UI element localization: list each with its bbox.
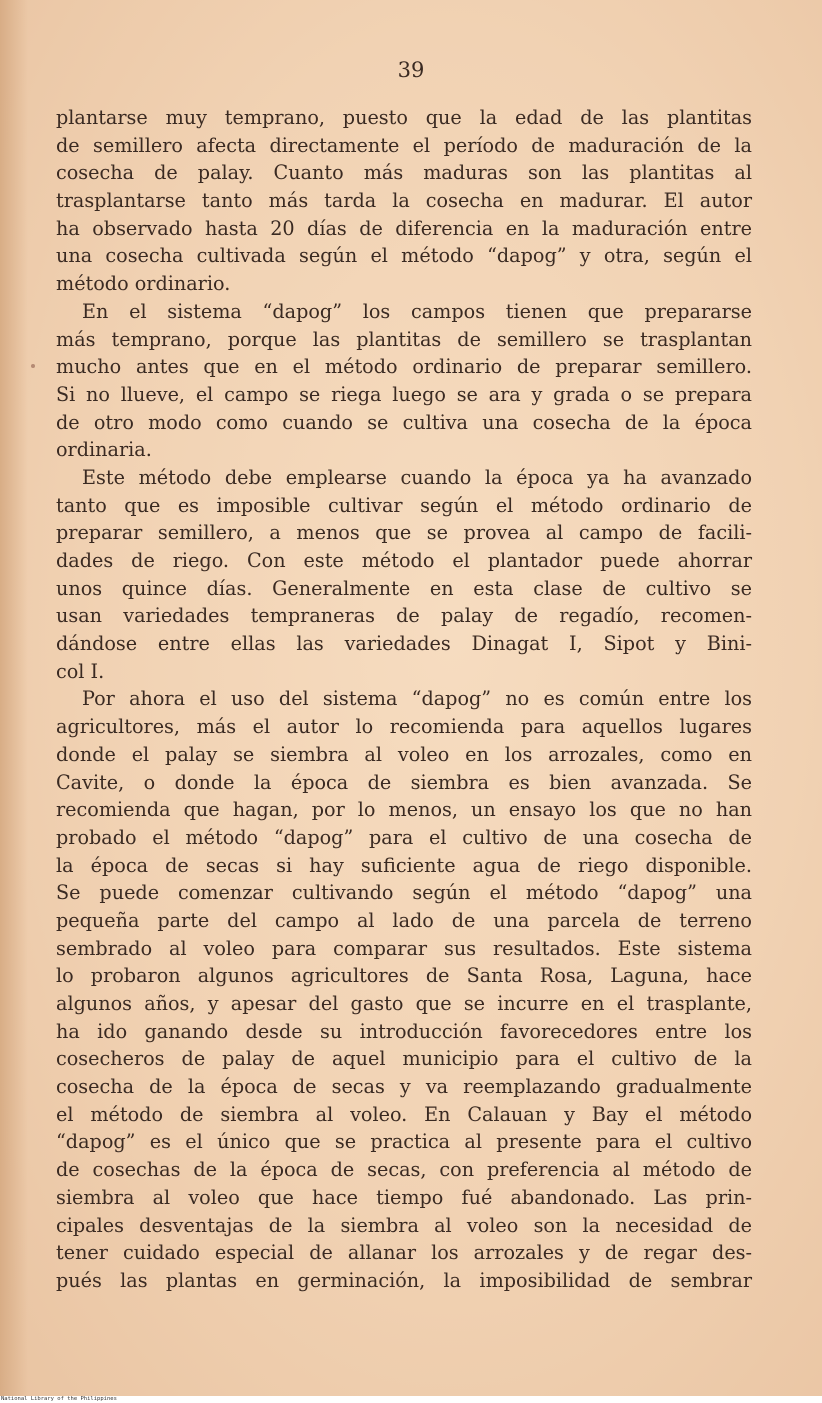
text-line: de cosechas de la época de secas, con preferencia al método de — [56, 1158, 752, 1182]
text-line: Se puede comenzar cultivando según el método “dapog” una — [56, 881, 752, 905]
text-line: unos quince días. Generalmente en esta clase de cultivo se — [56, 576, 752, 600]
text-line: Si no llueve, el campo se riega luego se ara y grada o se prepara — [56, 382, 752, 406]
text-line: tener cuidado especial de allanar los arrozales y de regar des- — [56, 1241, 752, 1265]
text-line: cipales desventajas de la siembra al voleo son la necesidad de — [56, 1213, 752, 1237]
text-line: ha ido ganando desde su introducción favorecedores entre los — [56, 1019, 752, 1043]
text-line: Por ahora el uso del sistema “dapog” no es común entre los — [82, 687, 752, 711]
text-line: una cosecha cultivada según el método “dapog” y otra, según el — [56, 244, 752, 268]
text-line: col I. — [56, 659, 105, 683]
margin-speck — [31, 364, 35, 368]
text-line: trasplantarse tanto más tarda la cosecha en madurar. El autor — [56, 189, 752, 213]
text-line: dades de riego. Con este método el plantador puede ahorrar — [56, 549, 752, 572]
library-credit: National Library of the Philippines — [1, 1396, 117, 1402]
text-line: la época de secas si hay suficiente agua de riego disponible. — [56, 853, 752, 877]
text-line: el método de siembra al voleo. En Calauan y Bay el método — [56, 1102, 752, 1126]
text-line: agricultores, más el autor lo recomienda para aquellos lugares — [56, 715, 752, 739]
text-line: tanto que es imposible cultivar según el método ordinario de — [56, 493, 752, 517]
text-line: cosecha de la época de secas y va reemplazando gradualmente — [56, 1075, 752, 1099]
binding-edge-shadow — [0, 0, 28, 1396]
text-line: ordinaria. — [56, 438, 152, 462]
text-line: cosecheros de palay de aquel municipio para el cultivo de la — [56, 1047, 752, 1071]
text-line: más temprano, porque las plantitas de semillero se trasplantan — [56, 327, 752, 351]
text-line: lo probaron algunos agricultores de Santa Rosa, Laguna, hace — [56, 964, 752, 988]
text-line: pequeña parte del campo al lado de una parcela de terreno — [56, 908, 752, 932]
text-line: mucho antes que en el método ordinario de preparar semillero. — [56, 355, 752, 379]
text-line: método ordinario. — [56, 272, 231, 296]
text-line: En el sistema “dapog” los campos tienen que prepararse — [82, 299, 752, 323]
text-line: plantarse muy temprano, puesto que la edad de las plantitas — [56, 106, 752, 129]
text-line: cosecha de palay. Cuanto más maduras son las plantitas al — [56, 161, 752, 185]
text-line: probado el método “dapog” para el cultivo de una cosecha de — [56, 825, 752, 849]
text-line: Cavite, o donde la época de siembra es bien avanzada. Se — [56, 770, 752, 794]
body-text — [56, 104, 752, 1295]
text-line: sembrado al voleo para comparar sus resultados. Este sistema — [56, 936, 752, 960]
text-line: dándose entre ellas las variedades Dinagat I, Sipot y Bini- — [56, 632, 752, 656]
text-line: algunos años, y apesar del gasto que se incurre en el trasplante, — [56, 992, 752, 1015]
text-line: donde el palay se siembra al voleo en los arrozales, como en — [56, 742, 752, 766]
text-line: ha observado hasta 20 días de diferencia en la maduración entre — [56, 216, 752, 240]
text-line: usan variedades tempraneras de palay de regadío, recomen- — [56, 604, 752, 628]
text-line: “dapog” es el único que se practica al presente para el cultivo — [56, 1130, 752, 1154]
text-line: Este método debe emplearse cuando la época ya ha avanzado — [82, 465, 752, 489]
text-line: pués las plantas en germinación, la imposibilidad de sembrar — [56, 1268, 752, 1292]
page-number: 39 — [397, 58, 425, 82]
text-line: preparar semillero, a menos que se provea al campo de facili- — [56, 521, 752, 545]
text-line: recomienda que hagan, por lo menos, un ensayo los que no han — [56, 798, 752, 822]
text-line: de otro modo como cuando se cultiva una cosecha de la época — [56, 410, 752, 434]
text-line: de semillero afecta directamente el período de maduración de la — [56, 133, 752, 157]
text-line: siembra al voleo que hace tiempo fué abandonado. Las prin- — [56, 1185, 752, 1209]
footer-strip — [0, 1396, 822, 1403]
